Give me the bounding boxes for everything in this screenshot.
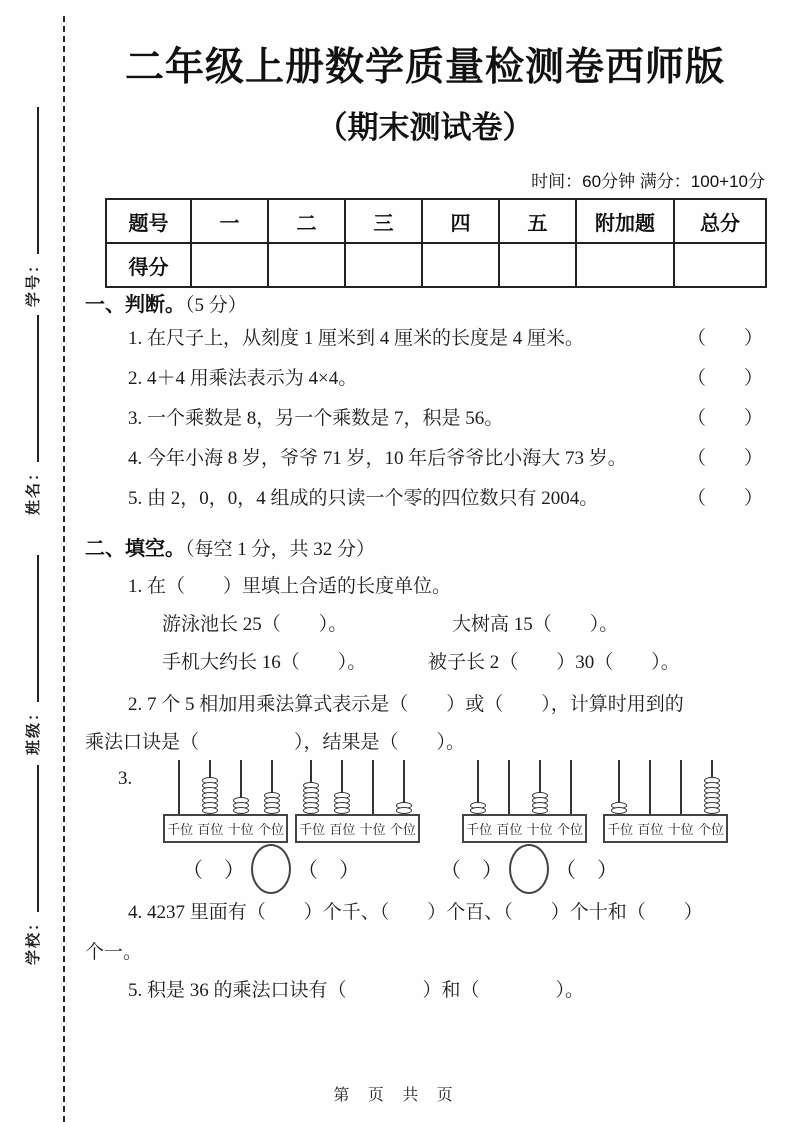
abacus-3 (462, 760, 587, 843)
place-label: 十位 (526, 822, 553, 837)
abacus-bead (264, 807, 280, 814)
question-text: 4. 今年小海 8 岁，爷爷 71 岁，10 年后爷爷比小海大 73 岁。 (128, 448, 627, 469)
rod-line (508, 760, 510, 814)
abacus-bead (704, 807, 720, 814)
answer-blank: （ ） (686, 448, 763, 469)
place-label: 百位 (197, 822, 224, 837)
rod-line (178, 760, 180, 814)
judgment-question-5 (128, 486, 763, 512)
abacus-2 (295, 760, 420, 843)
abacus-rods (462, 760, 587, 814)
abacus-4 (603, 760, 728, 843)
judgment-question-4 (128, 446, 763, 472)
score-header-cell: 一 (191, 199, 268, 243)
score-cell (674, 243, 766, 287)
abacus-rod (326, 760, 357, 814)
abacus-rods (295, 760, 420, 814)
rod-line (372, 760, 374, 814)
score-table (105, 198, 767, 288)
abacus-rods (163, 760, 288, 814)
margin-field-student-number (20, 107, 44, 307)
answer-blank: （ ） (686, 488, 763, 509)
fold-dashed-line (63, 16, 65, 1122)
margin-fill-line (37, 315, 39, 462)
question-text: 1. 在尺子上，从刻度 1 厘米到 4 厘米的长度是 4 厘米。 (128, 328, 585, 349)
section-one-heading (85, 288, 247, 317)
compare-blank: （ ） (440, 858, 503, 882)
section-one-heading-text: 一、判断。 (85, 294, 185, 316)
abacus-rod (603, 760, 634, 814)
abacus-rod (556, 760, 587, 814)
score-cell (422, 243, 499, 287)
abacus-rod (226, 760, 257, 814)
margin-field-label: 学号： (25, 255, 42, 307)
margin-field-label: 学校： (25, 913, 42, 965)
answer-blank: （ ） (686, 328, 763, 349)
place-label: 千位 (167, 822, 194, 837)
abacus-bead (611, 807, 627, 814)
place-label: 千位 (299, 822, 326, 837)
abacus-rod (163, 760, 194, 814)
abacus-rod (358, 760, 389, 814)
score-table-header-row (106, 199, 766, 243)
score-header-cell: 五 (499, 199, 576, 243)
compare-group-2 (439, 844, 619, 894)
abacus-bead (303, 807, 319, 814)
section-two-points: （每空 1 分，共 32 分） (185, 539, 376, 560)
score-cell (345, 243, 422, 287)
answer-blank: （ ） (686, 368, 763, 389)
question-text: 3. 一个乘数是 8，另一个乘数是 7，积是 56。 (128, 408, 504, 429)
abacus-rods (603, 760, 728, 814)
section-two-heading (85, 532, 375, 561)
score-row-label: 得分 (106, 243, 191, 287)
abacus-rod (634, 760, 665, 814)
exam-meta: 时间：60分钟 满分：100+10分 (531, 172, 765, 191)
abacus-rod (493, 760, 524, 814)
section-two-heading-text: 二、填空。 (85, 538, 185, 560)
rod-line (570, 760, 572, 814)
place-label-box (163, 814, 288, 843)
score-header-cell: 总分 (674, 199, 766, 243)
place-label: 个位 (389, 822, 416, 837)
fill-question-1-intro: 1. 在（ ）里填上合适的长度单位。 (128, 576, 452, 597)
abacus-rod (194, 760, 225, 814)
place-label-box (295, 814, 420, 843)
margin-field-name (20, 315, 44, 515)
judgment-question-2 (128, 366, 763, 392)
place-label: 十位 (359, 822, 386, 837)
question-text: 5. 由 2，0，0，4 组成的只读一个零的四位数只有 2004。 (128, 488, 599, 509)
fill-question-5: 5. 积是 36 的乘法口诀有（ ）和（ ）。 (128, 980, 585, 1001)
abacus-rod (295, 760, 326, 814)
fill-question-4-line1: 4. 4237 里面有（ ）个千、（ ）个百、（ ）个十和（ ） (128, 902, 703, 923)
abacus-rod (462, 760, 493, 814)
score-header-cell: 四 (422, 199, 499, 243)
score-cell (499, 243, 576, 287)
rod-line (680, 760, 682, 814)
abacus-rod (525, 760, 556, 814)
rod-line (649, 760, 651, 814)
score-cell (576, 243, 674, 287)
score-header-cell: 二 (268, 199, 345, 243)
score-header-cell: 三 (345, 199, 422, 243)
abacus-bead (202, 807, 218, 814)
abacus-rod (389, 760, 420, 814)
section-one-points: （5 分） (185, 295, 247, 316)
score-header-cell: 题号 (106, 199, 191, 243)
page-subtitle: （期末测试卷） (316, 110, 534, 145)
fill-question-1-row1-right: 大树高 15（ ）。 (452, 614, 619, 635)
judgment-question-1 (128, 326, 763, 352)
place-label: 个位 (556, 822, 583, 837)
compare-blank: （ ） (555, 858, 618, 882)
abacus-bead (532, 807, 548, 814)
margin-field-class (20, 555, 44, 755)
abacus-bead (396, 807, 412, 814)
margin-fill-line (37, 107, 39, 254)
score-cell (191, 243, 268, 287)
place-label: 个位 (697, 822, 724, 837)
compare-circle (509, 844, 549, 894)
fill-question-1-row1-left: 游泳池长 25（ ）。 (162, 614, 348, 635)
place-label: 百位 (496, 822, 523, 837)
place-label: 千位 (607, 822, 634, 837)
question-text: 2. 4＋4 用乘法表示为 4×4。 (128, 368, 358, 389)
compare-circle (251, 844, 291, 894)
margin-field-label: 班级： (25, 703, 42, 755)
abacus-rod (257, 760, 288, 814)
place-label: 个位 (257, 822, 284, 837)
fill-question-2-line2: 乘法口诀是（ ），结果是（ ）。 (85, 732, 466, 753)
place-label: 十位 (667, 822, 694, 837)
answer-blank: （ ） (686, 408, 763, 429)
fill-question-1-row2-right: 被子长 2（ ）30（ ）。 (428, 652, 680, 673)
place-label: 百位 (329, 822, 356, 837)
margin-field-school (20, 765, 44, 965)
fill-question-4-line2: 个一。 (85, 942, 143, 963)
margin-fill-line (37, 555, 39, 702)
judgment-question-3 (128, 406, 763, 432)
abacus-rod (697, 760, 728, 814)
abacus-bead (233, 807, 249, 814)
compare-group-1 (181, 844, 361, 894)
abacus-rod (666, 760, 697, 814)
place-label: 百位 (637, 822, 664, 837)
score-table-score-row (106, 243, 766, 287)
abacus-bead (334, 807, 350, 814)
page-title: 二年级上册数学质量检测卷西师版 (124, 46, 725, 89)
fill-question-2-line1: 2. 7 个 5 相加用乘法算式表示是（ ）或（ ），计算时用到的 (128, 694, 684, 715)
score-header-cell: 附加题 (576, 199, 674, 243)
abacus-bead (470, 807, 486, 814)
compare-blank: （ ） (297, 858, 360, 882)
place-label-box (462, 814, 587, 843)
fill-question-3-number: 3. (118, 768, 133, 789)
place-label: 千位 (466, 822, 493, 837)
compare-blank: （ ） (182, 858, 245, 882)
margin-field-label: 姓名： (25, 463, 42, 515)
score-cell (268, 243, 345, 287)
place-label-box (603, 814, 728, 843)
page-footer: 第 页 共 页 (333, 1087, 460, 1104)
place-label: 十位 (227, 822, 254, 837)
abacus-1 (163, 760, 288, 843)
margin-fill-line (37, 765, 39, 912)
fill-question-1-row2-left: 手机大约长 16（ ）。 (162, 652, 367, 673)
